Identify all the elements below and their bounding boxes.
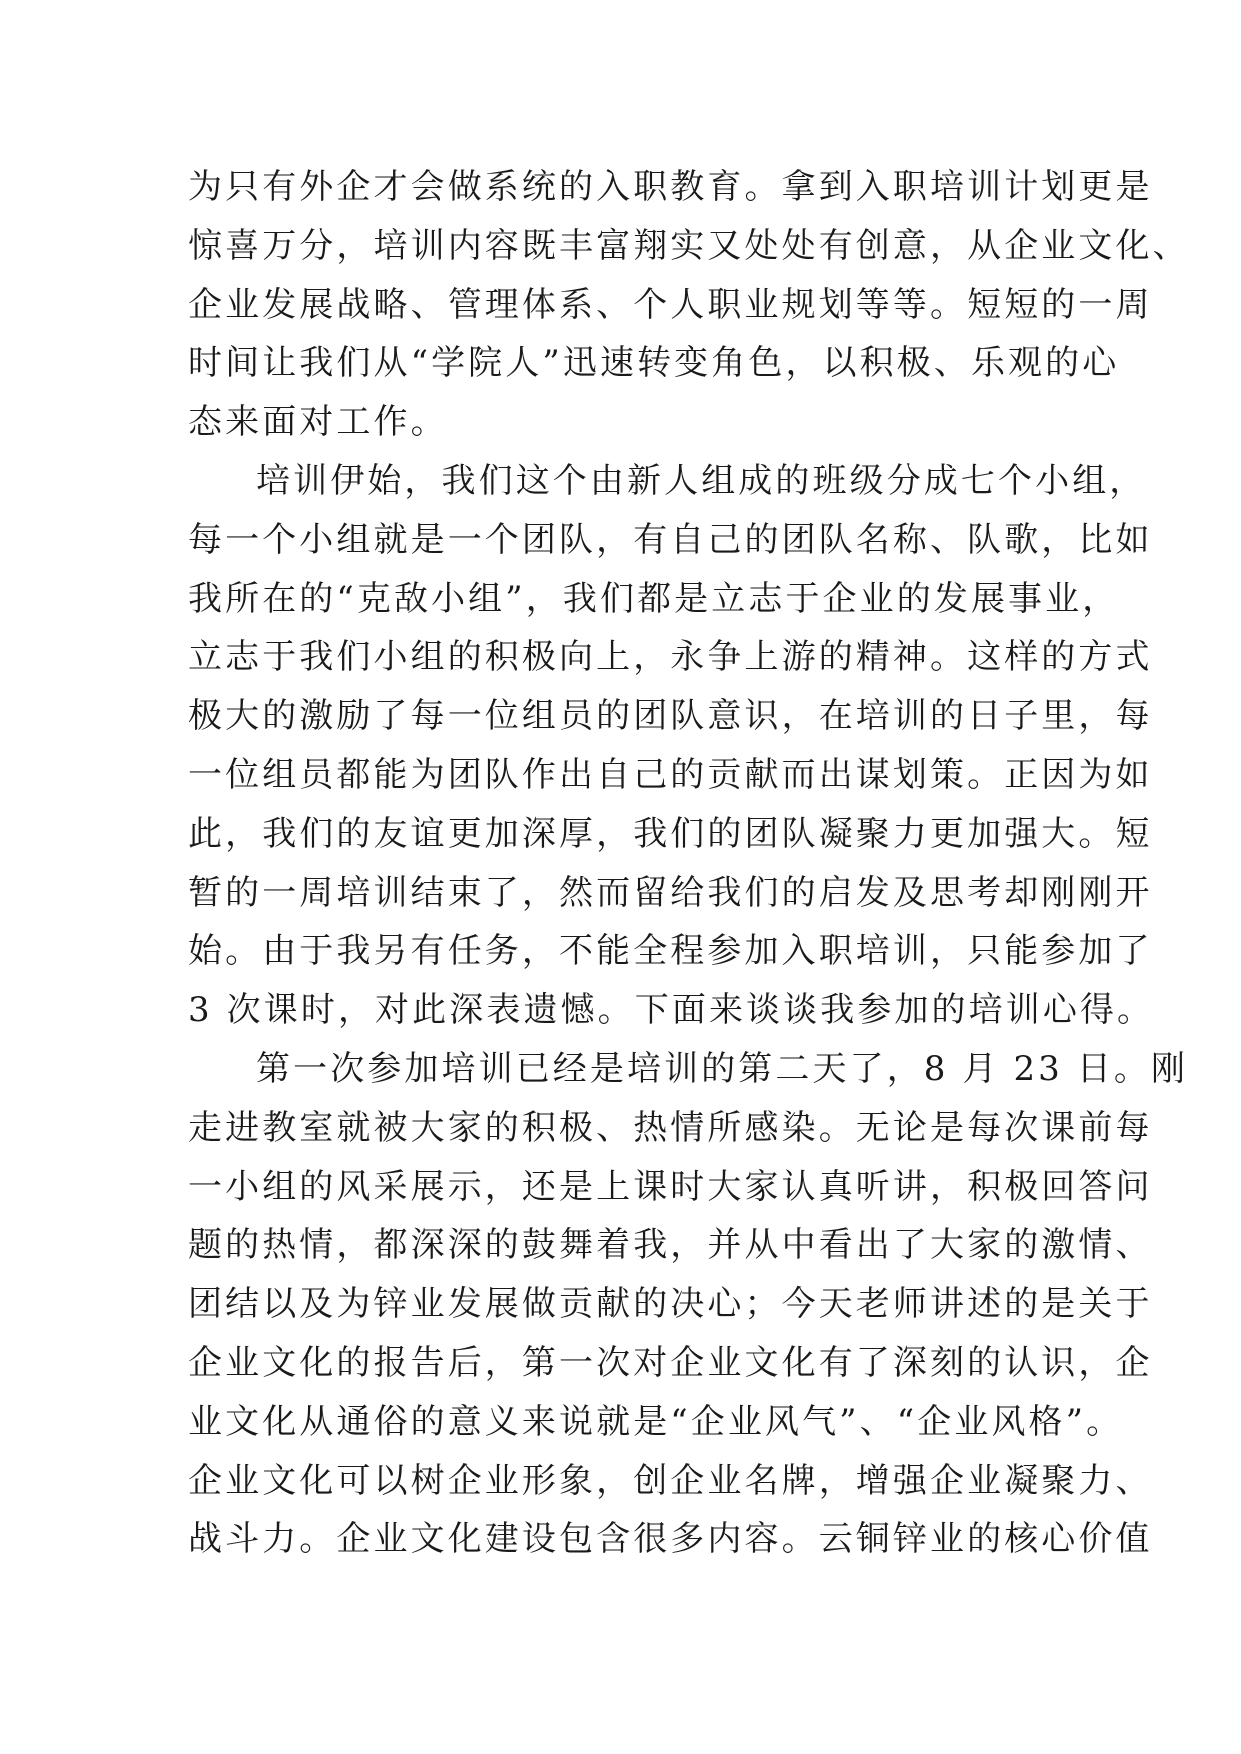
text-line: 题的热情，都深深的鼓舞着我，并从中看出了大家的激情、 xyxy=(188,1225,1153,1266)
text-line: 惊喜万分，培训内容既丰富翔实又处处有创意，从企业文化、 xyxy=(188,225,1190,266)
text-line: 态来面对工作。 xyxy=(188,402,448,443)
text-line: 一位组员都能为团队作出自己的贡献而出谋划策。正因为如 xyxy=(188,754,1153,795)
paragraph-first-line: 第一次参加培训已经是培训的第二天了，8 月 23 日。刚 xyxy=(256,1048,1189,1089)
text-line: 我所在的“克敌小组”，我们都是立志于企业的发展事业， xyxy=(188,578,1120,619)
text-line: 每一个小组就是一个团队，有自己的团队名称、队歌，比如 xyxy=(188,519,1153,560)
text-line: 团结以及为锌业发展做贡献的决心；今天老师讲述的是关于 xyxy=(188,1284,1153,1325)
text-line: 一小组的风采展示，还是上课时大家认真听讲，积极回答问 xyxy=(188,1166,1153,1207)
text-line: 业文化从通俗的意义来说就是“企业风气”、“企业风格”。 xyxy=(188,1401,1124,1442)
text-line: 时间让我们从“学院人”迅速转变角色，以积极、乐观的心 xyxy=(188,343,1120,384)
text-line: 企业文化的报告后，第一次对企业文化有了深刻的认识，企 xyxy=(188,1342,1153,1383)
text-line: 立志于我们小组的积极向上，永争上游的精神。这样的方式 xyxy=(188,637,1153,678)
text-line: 3 次课时，对此深表遗憾。下面来谈谈我参加的培训心得。 xyxy=(188,990,1155,1031)
text-line: 走进教室就被大家的积极、热情所感染。无论是每次课前每 xyxy=(188,1107,1153,1148)
text-line: 始。由于我另有任务，不能全程参加入职培训，只能参加了 xyxy=(188,931,1153,972)
text-line: 暂的一周培训结束了，然而留给我们的启发及思考却刚刚开 xyxy=(188,872,1153,913)
text-line: 极大的激励了每一位组员的团队意识，在培训的日子里，每 xyxy=(188,696,1153,737)
text-line: 企业文化可以树企业形象，创企业名牌，增强企业凝聚力、 xyxy=(188,1460,1153,1501)
text-line: 为只有外企才会做系统的入职教育。拿到入职培训计划更是 xyxy=(188,167,1153,207)
text-line: 战斗力。企业文化建设包含很多内容。云铜锌业的核心价值 xyxy=(188,1519,1153,1560)
body-text xyxy=(188,158,1190,1569)
paragraph-first-line: 培训伊始，我们这个由新人组成的班级分成七个小组， xyxy=(256,460,1147,501)
text-line: 企业发展战略、管理体系、个人职业规划等等。短短的一周 xyxy=(188,284,1153,325)
text-line: 此，我们的友谊更加深厚，我们的团队凝聚力更加强大。短 xyxy=(188,813,1153,854)
